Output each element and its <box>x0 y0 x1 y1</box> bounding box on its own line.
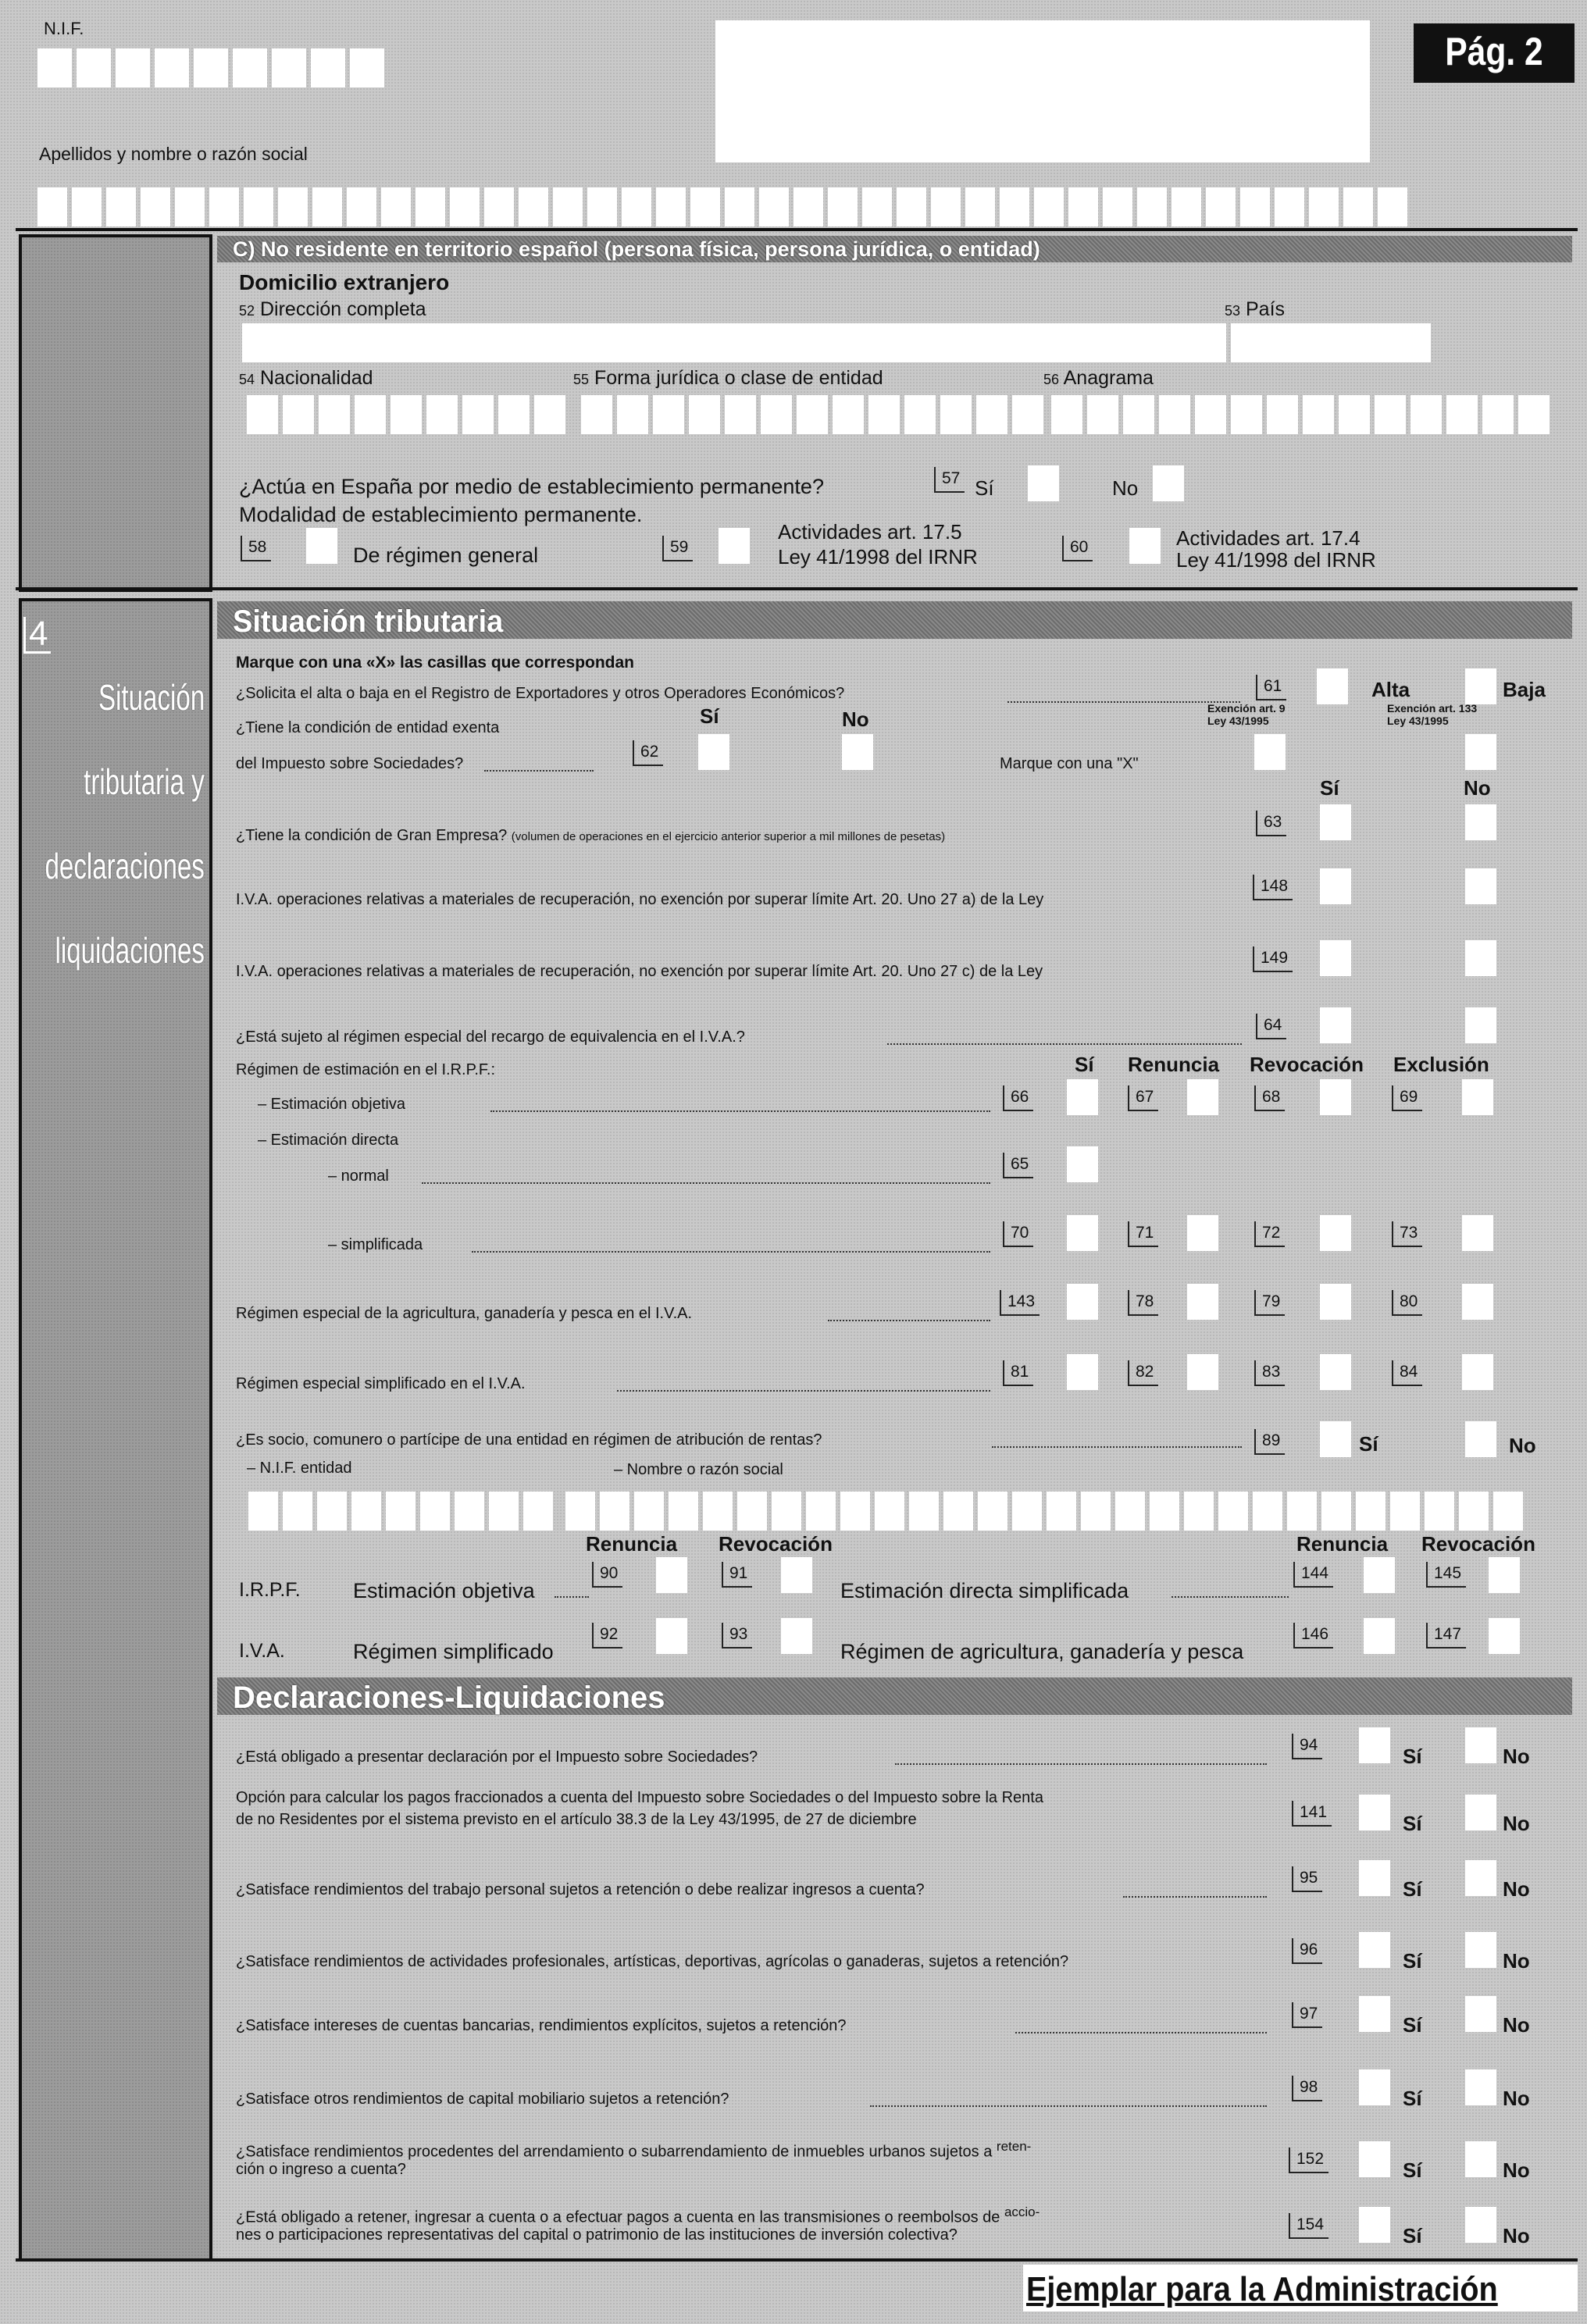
q148-label: I.V.A. operaciones relativas a materiales de recuperación, no exención por superar límite Art. 20. Uno 27 a) de la Ley <box>236 891 1044 908</box>
f98-number: 98 <box>1292 2076 1322 2101</box>
f89-si-label: Sí <box>1359 1432 1378 1456</box>
f83-checkbox[interactable] <box>1320 1354 1351 1390</box>
f141-si-label: Sí <box>1403 1812 1422 1835</box>
leader-dots <box>1015 2032 1267 2034</box>
entity-name-input[interactable] <box>565 1492 1523 1531</box>
f152-no-checkbox[interactable] <box>1465 2141 1496 2177</box>
nationality-input[interactable] <box>247 395 565 434</box>
exencion9-checkbox[interactable] <box>1254 734 1286 770</box>
f152-number: 152 <box>1289 2148 1328 2173</box>
d152-label-line1: ¿Satisface rendimientos procedentes del arrendamiento o subarrendamiento de inmuebles urbanos sujetos a $^{reten-}$ <box>236 2139 1032 2161</box>
f98-si-checkbox[interactable] <box>1359 2069 1390 2105</box>
f56-label: 56 Anagrama <box>1043 367 1154 389</box>
section-c-title: C) No residente en territorio español (persona física, persona jurídica, o entidad) <box>233 237 1040 261</box>
d154-label-line2: nes o participaciones representativas del capital o patrimonio de las instituciones de inversión colectiva? <box>236 2226 958 2244</box>
section-4-number: 4 <box>23 617 51 654</box>
f78-checkbox[interactable] <box>1187 1284 1218 1320</box>
leader-dots <box>490 1110 990 1112</box>
exencion9-line2: Ley 43/1995 <box>1207 715 1269 727</box>
divider <box>16 228 1578 231</box>
domicilio-subtitle: Domicilio extranjero <box>239 270 450 294</box>
leader-dots <box>895 1763 1267 1765</box>
f94-number: 94 <box>1292 1734 1322 1759</box>
name-label: Apellidos y nombre o razón social <box>39 144 308 164</box>
f60-label-2: Ley 41/1998 del IRNR <box>1176 548 1376 572</box>
f144-checkbox[interactable] <box>1364 1557 1395 1593</box>
f69-number: 69 <box>1392 1085 1422 1111</box>
name-input[interactable] <box>37 187 1407 226</box>
f68-number: 68 <box>1254 1085 1285 1111</box>
f146-number: 146 <box>1293 1623 1333 1649</box>
f95-si-checkbox[interactable] <box>1359 1860 1390 1896</box>
exencion133-line1: Exención art. 133 <box>1387 702 1478 715</box>
f152-si-label: Sí <box>1403 2158 1422 2182</box>
d95-label: ¿Satisface rendimientos del trabajo personal sujetos a retención o debe realizar ingresos a cuenta? <box>236 1881 925 1898</box>
f71-checkbox[interactable] <box>1187 1215 1218 1251</box>
f61-baja-checkbox[interactable] <box>1465 668 1496 704</box>
f141-number: 141 <box>1292 1801 1332 1827</box>
f64-number: 64 <box>1256 1014 1286 1039</box>
col-si: Sí <box>1075 1053 1094 1076</box>
reg-agri-label: Régimen de agricultura, ganadería y pesca <box>840 1640 1244 1663</box>
col-renuncia: Renuncia <box>1128 1053 1220 1076</box>
f93-number: 93 <box>722 1623 752 1649</box>
f70-number: 70 <box>1003 1221 1033 1247</box>
col-si-header: Sí <box>1320 776 1339 800</box>
d98-label: ¿Satisface otros rendimientos de capital mobiliario sujetos a retención? <box>236 2091 729 2108</box>
nif-entidad-label: – N.I.F. entidad <box>247 1460 352 1477</box>
f96-si-checkbox[interactable] <box>1359 1932 1390 1968</box>
f147-checkbox[interactable] <box>1489 1618 1520 1654</box>
nif-label: N.I.F. <box>44 19 84 38</box>
f95-no-checkbox[interactable] <box>1465 1860 1496 1896</box>
f72-checkbox[interactable] <box>1320 1215 1351 1251</box>
f81-number: 81 <box>1003 1360 1033 1386</box>
simpl-iva-label: Régimen especial simplificado en el I.V.A. <box>236 1375 526 1392</box>
f91-number: 91 <box>722 1562 752 1588</box>
f148-no-checkbox[interactable] <box>1465 868 1496 904</box>
f66-number: 66 <box>1003 1085 1033 1111</box>
f70-checkbox[interactable] <box>1067 1215 1098 1251</box>
q62-no-label: No <box>842 708 869 731</box>
f62-no-checkbox[interactable] <box>842 734 873 770</box>
section-4-side-panel <box>19 598 212 2262</box>
f89-no-label: No <box>1509 1434 1536 1457</box>
f61-alta-checkbox[interactable] <box>1317 668 1348 704</box>
f57-number: 57 <box>934 467 965 493</box>
f80-checkbox[interactable] <box>1462 1284 1493 1320</box>
f59-label-1: Actividades art. 17.5 <box>778 520 962 544</box>
simplificada-label: – simplificada <box>328 1236 423 1253</box>
f82-checkbox[interactable] <box>1187 1354 1218 1390</box>
agri-regime-label: Régimen especial de la agricultura, ganadería y pesca en el I.V.A. <box>236 1305 693 1322</box>
leader-dots <box>422 1182 990 1184</box>
f59-label-2: Ley 41/1998 del IRNR <box>778 545 978 569</box>
revocacion-header-right: Revocación <box>1421 1532 1535 1556</box>
f78-number: 78 <box>1128 1290 1158 1316</box>
renuncia-header-left: Renuncia <box>586 1532 678 1556</box>
f53-label: 53 País <box>1225 298 1286 320</box>
d141-label-line2: de no Residentes por el sistema previsto en el artículo 38.3 de la Ley 43/1995, de 27 de diciembre <box>236 1811 917 1828</box>
f65-checkbox[interactable] <box>1067 1146 1098 1182</box>
d94-label: ¿Está obligado a presentar declaración por el Impuesto sobre Sociedades? <box>236 1748 758 1766</box>
f93-checkbox[interactable] <box>781 1618 812 1654</box>
q62-label-line2: del Impuesto sobre Sociedades? <box>236 755 464 772</box>
leader-dots <box>555 1596 589 1598</box>
f91-checkbox[interactable] <box>781 1557 812 1593</box>
iva-label: I.V.A. <box>239 1640 285 1662</box>
f154-no-checkbox[interactable] <box>1465 2207 1496 2243</box>
f152-no-label: No <box>1503 2158 1530 2182</box>
page-badge: Pág. 2 <box>1414 23 1575 83</box>
f63-number: 63 <box>1256 811 1286 836</box>
est-directa-label: – Estimación directa <box>258 1132 399 1149</box>
d96-label: ¿Satisface rendimientos de actividades profesionales, artísticas, deportivas, agrícolas o ganaderas, sujetos a retención? <box>236 1953 1069 1970</box>
f145-checkbox[interactable] <box>1489 1557 1520 1593</box>
est-dir-simpl-label: Estimación directa simplificada <box>840 1579 1129 1602</box>
est-objetiva-label: – Estimación objetiva <box>258 1096 405 1113</box>
reg-simpl-label: Régimen simplificado <box>353 1640 554 1663</box>
leader-dots <box>1007 701 1240 703</box>
f97-number: 97 <box>1292 2002 1322 2028</box>
situacion-tributaria-band <box>217 601 1572 639</box>
f97-no-label: No <box>1503 2013 1530 2037</box>
f95-number: 95 <box>1292 1866 1322 1892</box>
f96-no-label: No <box>1503 1949 1530 1973</box>
f89-no-checkbox[interactable] <box>1465 1421 1496 1457</box>
f94-si-label: Sí <box>1403 1745 1422 1768</box>
f96-no-checkbox[interactable] <box>1465 1932 1496 1968</box>
f146-checkbox[interactable] <box>1364 1618 1395 1654</box>
q149-label: I.V.A. operaciones relativas a materiales de recuperación, no exención por superar límite Art. 20. Uno 27 c) de la Ley <box>236 963 1043 980</box>
f95-no-label: No <box>1503 1877 1530 1901</box>
divider <box>16 587 1578 590</box>
revocacion-header-left: Revocación <box>719 1532 833 1556</box>
f90-number: 90 <box>592 1562 622 1588</box>
f79-number: 79 <box>1254 1290 1285 1316</box>
f92-checkbox[interactable] <box>656 1618 687 1654</box>
f57-si-checkbox[interactable] <box>1028 465 1059 501</box>
nombre-razon-label: – Nombre o razón social <box>614 1461 783 1478</box>
irpf-regime-title: Régimen de estimación en el I.R.P.F.: <box>236 1061 496 1078</box>
situacion-tributaria-title: Situación tributaria <box>233 604 504 639</box>
f144-number: 144 <box>1293 1562 1333 1588</box>
f89-number: 89 <box>1254 1429 1285 1455</box>
col-exclusion: Exclusión <box>1393 1053 1489 1076</box>
f154-si-checkbox[interactable] <box>1359 2207 1390 2243</box>
leader-dots <box>472 1251 990 1253</box>
side-title-line-1: Situación <box>98 677 205 718</box>
f148-number: 148 <box>1253 875 1293 900</box>
leader-dots <box>617 1390 990 1392</box>
f84-checkbox[interactable] <box>1462 1354 1493 1390</box>
f143-number: 143 <box>1000 1290 1040 1316</box>
f147-number: 147 <box>1426 1623 1466 1649</box>
f69-checkbox[interactable] <box>1462 1079 1493 1115</box>
f92-number: 92 <box>592 1623 622 1649</box>
f60-checkbox[interactable] <box>1129 528 1161 564</box>
f143-checkbox[interactable] <box>1067 1284 1098 1320</box>
name-field-box[interactable] <box>715 20 1370 162</box>
col-revocacion: Revocación <box>1250 1053 1364 1076</box>
f60-label-1: Actividades art. 17.4 <box>1176 526 1361 550</box>
irpf-label: I.R.P.F. <box>239 1579 301 1601</box>
marque-x-label: Marque con una "X" <box>1000 755 1139 772</box>
f57-no-checkbox[interactable] <box>1153 465 1184 501</box>
f82-number: 82 <box>1128 1360 1158 1386</box>
q62-label-line1: ¿Tiene la condición de entidad exenta <box>236 719 500 736</box>
f57-si-label: Sí <box>975 476 994 500</box>
instructions: Marque con una «X» las casillas que correspondan <box>236 654 635 672</box>
legal-form-input[interactable] <box>581 395 1043 434</box>
baja-label: Baja <box>1503 678 1546 701</box>
f58-number: 58 <box>241 536 271 561</box>
f64-si-checkbox[interactable] <box>1320 1007 1351 1043</box>
d141-label-line1: Opción para calcular los pagos fraccionados a cuenta del Impuesto sobre Sociedades o del Impuesto sobre la Renta <box>236 1789 1043 1806</box>
f62-si-checkbox[interactable] <box>698 734 729 770</box>
leader-dots <box>1172 1596 1289 1598</box>
f149-si-checkbox[interactable] <box>1320 940 1351 976</box>
leader-dots <box>484 770 594 772</box>
f72-number: 72 <box>1254 1221 1285 1247</box>
f95-si-label: Sí <box>1403 1877 1422 1901</box>
f89-si-checkbox[interactable] <box>1320 1421 1351 1457</box>
f90-checkbox[interactable] <box>656 1557 687 1593</box>
entity-nif-input[interactable] <box>248 1492 553 1531</box>
f94-no-checkbox[interactable] <box>1465 1727 1496 1763</box>
f58-label: De régimen general <box>353 544 539 567</box>
f59-checkbox[interactable] <box>719 528 750 564</box>
f97-si-checkbox[interactable] <box>1359 1996 1390 2032</box>
f98-no-label: No <box>1503 2087 1530 2110</box>
footer-copy-label: Ejemplar para la Administración <box>1026 2270 1498 2308</box>
f73-checkbox[interactable] <box>1462 1215 1493 1251</box>
f97-no-checkbox[interactable] <box>1465 1996 1496 2032</box>
f60-number: 60 <box>1062 536 1093 561</box>
f145-number: 145 <box>1426 1562 1466 1588</box>
f59-number: 59 <box>662 536 693 561</box>
address-input[interactable] <box>242 323 1226 362</box>
f149-number: 149 <box>1253 946 1293 972</box>
f94-si-checkbox[interactable] <box>1359 1727 1390 1763</box>
d97-label: ¿Satisface intereses de cuentas bancarias, rendimientos explícitos, sujetos a retención? <box>236 2017 847 2034</box>
f81-checkbox[interactable] <box>1067 1354 1098 1390</box>
f52-label: 52 Dirección completa <box>239 298 426 320</box>
divider <box>16 2258 1578 2262</box>
f73-number: 73 <box>1392 1221 1422 1247</box>
side-title-line-3: declaraciones <box>45 846 205 886</box>
f98-si-label: Sí <box>1403 2087 1422 2110</box>
q63-label: ¿Tiene la condición de Gran Empresa? (volumen de operaciones en el ejercicio anterior superior a mil millones de pesetas) <box>236 827 946 844</box>
f154-number: 154 <box>1289 2213 1328 2239</box>
q61-label: ¿Solicita el alta o baja en el Registro de Exportadores y otros Operadores Económicos? <box>236 685 845 702</box>
exencion133-checkbox[interactable] <box>1465 734 1496 770</box>
f141-no-checkbox[interactable] <box>1465 1795 1496 1830</box>
f64-no-checkbox[interactable] <box>1465 1007 1496 1043</box>
d154-label-line1: ¿Está obligado a retener, ingresar a cuenta o a efectuar pagos a cuenta en las transmisiones o reembolsos de $^{accio-}$ <box>236 2205 1040 2226</box>
f67-checkbox[interactable] <box>1187 1079 1218 1115</box>
declaraciones-band <box>217 1677 1572 1715</box>
renuncia-header-right: Renuncia <box>1296 1532 1389 1556</box>
exencion9-line1: Exención art. 9 <box>1207 702 1286 715</box>
d152-label-line2: ción o ingreso a cuenta? <box>236 2161 406 2178</box>
f141-si-checkbox[interactable] <box>1359 1795 1390 1830</box>
q62-si-label: Sí <box>700 704 719 728</box>
f97-si-label: Sí <box>1403 2013 1422 2037</box>
f66-checkbox[interactable] <box>1067 1079 1098 1115</box>
f79-checkbox[interactable] <box>1320 1284 1351 1320</box>
f154-no-label: No <box>1503 2224 1530 2247</box>
declaraciones-title: Declaraciones-Liquidaciones <box>233 1681 665 1715</box>
f58-checkbox[interactable] <box>306 528 337 564</box>
f63-no-checkbox[interactable] <box>1465 804 1496 840</box>
f71-number: 71 <box>1128 1221 1158 1247</box>
f152-si-checkbox[interactable] <box>1359 2141 1390 2177</box>
exencion133-line2: Ley 43/1995 <box>1387 715 1449 727</box>
f148-si-checkbox[interactable] <box>1320 868 1351 904</box>
f63-si-checkbox[interactable] <box>1320 804 1351 840</box>
f62-number: 62 <box>633 740 663 766</box>
f149-no-checkbox[interactable] <box>1465 940 1496 976</box>
nif-input[interactable] <box>37 48 384 87</box>
country-input[interactable] <box>1231 323 1431 362</box>
q64-label: ¿Está sujeto al régimen especial del recargo de equivalencia en el I.V.A.? <box>236 1028 745 1046</box>
side-title-line-4: liquidaciones <box>55 930 205 971</box>
normal-label: – normal <box>328 1167 389 1185</box>
f80-number: 80 <box>1392 1290 1422 1316</box>
leader-dots <box>992 1446 1242 1448</box>
f57-no-label: No <box>1112 476 1139 500</box>
f54-label: 54 Nacionalidad <box>239 367 373 389</box>
f67-number: 67 <box>1128 1085 1158 1111</box>
f94-no-label: No <box>1503 1745 1530 1768</box>
f68-checkbox[interactable] <box>1320 1079 1351 1115</box>
side-title-line-2: tributaria y <box>84 761 205 802</box>
f61-number: 61 <box>1256 675 1286 700</box>
f83-number: 83 <box>1254 1360 1285 1386</box>
leader-dots <box>1123 1896 1267 1898</box>
f65-number: 65 <box>1003 1153 1033 1178</box>
f55-label: 55 Forma jurídica o clase de entidad <box>573 367 883 389</box>
section-c-band <box>217 236 1572 262</box>
col-no-header: No <box>1464 776 1491 800</box>
anagram-input[interactable] <box>1051 395 1550 434</box>
f154-si-label: Sí <box>1403 2224 1422 2247</box>
modality-label: Modalidad de establecimiento permanente. <box>239 503 643 526</box>
footer-copy-box <box>1023 2265 1578 2312</box>
q89-label: ¿Es socio, comunero o partícipe de una entidad en régimen de atribución de rentas? <box>236 1431 822 1449</box>
f96-number: 96 <box>1292 1938 1322 1964</box>
alta-label: Alta <box>1371 678 1410 701</box>
f141-no-label: No <box>1503 1812 1530 1835</box>
leader-dots <box>828 1320 990 1321</box>
f96-si-label: Sí <box>1403 1949 1422 1973</box>
est-objetiva-row-label: Estimación objetiva <box>353 1579 535 1602</box>
leader-dots <box>870 2105 1267 2107</box>
section-c-side-panel <box>19 234 212 592</box>
leader-dots <box>887 1043 1242 1045</box>
permanent-question: ¿Actúa en España por medio de establecimiento permanente? <box>239 475 824 498</box>
f84-number: 84 <box>1392 1360 1422 1386</box>
f98-no-checkbox[interactable] <box>1465 2069 1496 2105</box>
